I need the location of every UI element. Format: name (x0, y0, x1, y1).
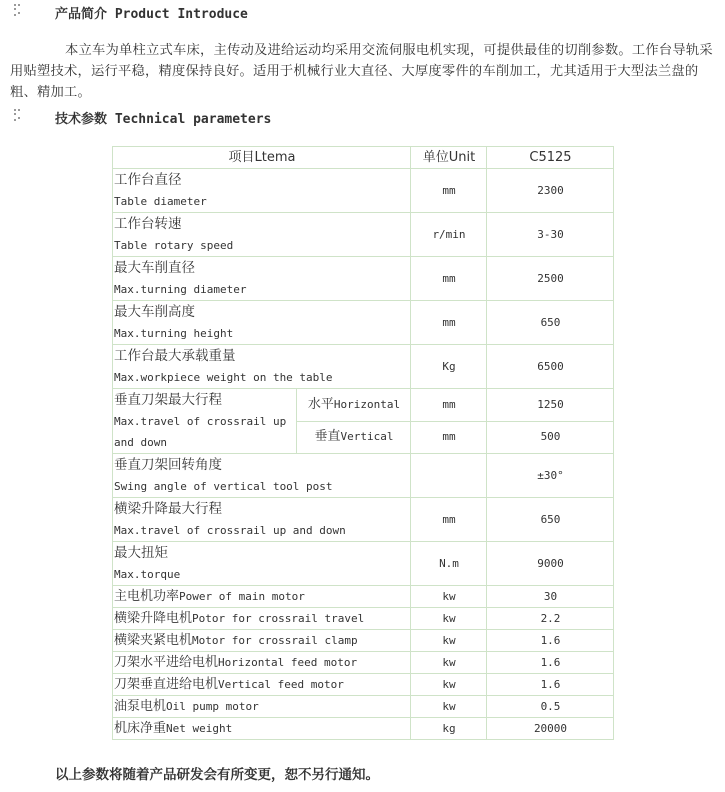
param-name: 油泵电机Oil pump motor (113, 696, 411, 718)
param-name: 最大车削高度 Max.turning height (113, 301, 411, 345)
param-name: 垂直刀架最大行程 Max.travel of crossrail up and down (113, 389, 297, 454)
param-unit: kw (411, 674, 487, 696)
param-unit: kw (411, 696, 487, 718)
param-unit: mm (411, 257, 487, 301)
param-unit: mm (411, 169, 487, 213)
table-row (113, 389, 614, 422)
table-row (113, 454, 614, 498)
params-heading: 技术参数 Technical parameters (55, 112, 272, 127)
table-row (113, 652, 614, 674)
param-unit: N.m (411, 542, 487, 586)
param-name: 工作台最大承载重量 Max.workpiece weight on the table (113, 345, 411, 389)
table-row (113, 257, 614, 301)
footer-note: 以上参数将随着产品研发会有所变更，恕不另行通知。 (55, 767, 379, 783)
table-row (113, 630, 614, 652)
param-value: 1.6 (487, 674, 614, 696)
param-name: 横梁升降电机Potor for crossrail travel (113, 608, 411, 630)
bullet-icon (12, 3, 24, 17)
param-unit: mm (411, 421, 487, 454)
param-value: 1250 (487, 389, 614, 422)
param-value: 2500 (487, 257, 614, 301)
table-row (113, 586, 614, 608)
param-value: 30 (487, 586, 614, 608)
param-unit: mm (411, 389, 487, 422)
param-unit: mm (411, 301, 487, 345)
param-unit: kw (411, 630, 487, 652)
param-name: 主电机功率Power of main motor (113, 586, 411, 608)
header-item: 项目Ltema (113, 147, 411, 169)
table-row (113, 542, 614, 586)
param-name: 最大扭矩 Max.torque (113, 542, 411, 586)
param-name: 工作台转速 Table rotary speed (113, 213, 411, 257)
param-name: 垂直刀架回转角度 Swing angle of vertical tool post (113, 454, 411, 498)
param-name: 横梁升降最大行程 Max.travel of crossrail up and down (113, 498, 411, 542)
param-value: 6500 (487, 345, 614, 389)
param-name: 横梁夹紧电机Motor for crossrail clamp (113, 630, 411, 652)
table-row (113, 608, 614, 630)
table-row (113, 718, 614, 740)
param-value: 500 (487, 421, 614, 454)
param-value: 1.6 (487, 630, 614, 652)
param-unit: r/min (411, 213, 487, 257)
param-unit (411, 454, 487, 498)
param-value: 3-30 (487, 213, 614, 257)
param-value: 2300 (487, 169, 614, 213)
param-unit: kw (411, 586, 487, 608)
intro-heading: 产品简介 Product Introduce (55, 7, 248, 22)
param-value: 9000 (487, 542, 614, 586)
table-row (113, 498, 614, 542)
param-name: 刀架垂直进给电机Vertical feed motor (113, 674, 411, 696)
header-model: C5125 (487, 147, 614, 169)
param-value: 650 (487, 498, 614, 542)
table-row (113, 169, 614, 213)
header-unit: 单位Unit (411, 147, 487, 169)
param-value: 2.2 (487, 608, 614, 630)
param-name: 刀架水平进给电机Horizontal feed motor (113, 652, 411, 674)
param-value: 0.5 (487, 696, 614, 718)
param-unit: Kg (411, 345, 487, 389)
param-name: 工作台直径 Table diameter (113, 169, 411, 213)
param-subname: 垂直Vertical (297, 421, 411, 454)
intro-paragraph: 本立车为单柱立式车床，主传动及进给运动均采用交流伺服电机实现，可提供最佳的切削参数。工作台导轨采用贴塑技术，运行平稳，精度保持良好。适用于机械行业大直径、大厚度零件的车削加工，尤其适用于大型法兰盘的粗、精加工。 (10, 43, 713, 100)
table-row (113, 213, 614, 257)
table-header-row (113, 147, 614, 169)
param-name: 最大车削直径 Max.turning diameter (113, 257, 411, 301)
param-name: 机床净重Net weight (113, 718, 411, 740)
table-row (113, 345, 614, 389)
param-value: 650 (487, 301, 614, 345)
table-row (113, 301, 614, 345)
param-value: 20000 (487, 718, 614, 740)
table-row (113, 696, 614, 718)
param-unit: kg (411, 718, 487, 740)
bullet-icon (12, 108, 24, 122)
spec-table (112, 146, 614, 740)
param-subname: 水平Horizontal (297, 389, 411, 422)
table-row (113, 674, 614, 696)
param-unit: kw (411, 608, 487, 630)
param-unit: kw (411, 652, 487, 674)
param-value: 1.6 (487, 652, 614, 674)
param-unit: mm (411, 498, 487, 542)
param-value: ±30° (487, 454, 614, 498)
